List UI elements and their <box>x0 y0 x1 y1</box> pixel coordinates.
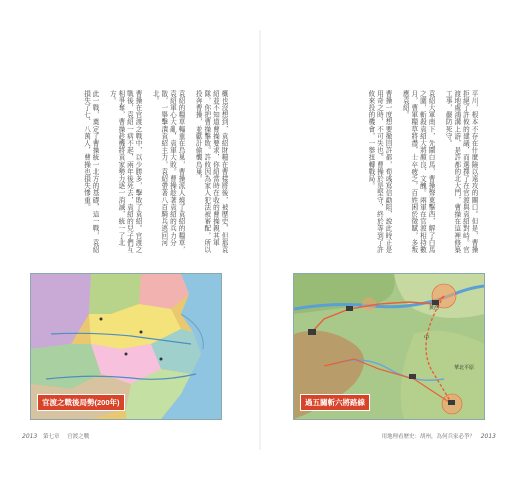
guandu-aftermath-map <box>30 273 222 420</box>
page-number: 2013 <box>22 433 38 440</box>
left-page <box>20 30 242 450</box>
page-footer <box>381 432 496 440</box>
svg-text:黃河: 黃河 <box>429 305 440 311</box>
left-body-text: 概也沒想到，袁紹財糧在曹樣將後，被歷史，但那袁紹並不知道曹操要求，你紹當時在收的曹操親其軍隊，你把曹操擊敗。許攸因為家人犯法被審配，所以投奔曹操，並獻計偷襲烏巢。 袁紹的糧草輜重在烏巢，曹操派人燒了袁紹的糧草，袁紹軍心大亂，袁軍大敗。曹操趁著袁紹的兵力分散，一舉擊潰袁紹主力，袁紹帶著八百騎兵逃回河北。 曹操在官渡之戰中，以少勝多，擊敗了袁紹。官渡之戰後，袁紹一病不起，兩年後死去，袁紹的兒子們互相爭奪，曹操趁機將袁家勢力逐一消滅，統一了北方。 此一戰，奠定了曹操統一北方的基礎，這一戰，袁紹損失了七、八萬人，曹操也損失慘重。 <box>82 90 228 254</box>
map-caption: 官渡之戰後局勢(200年) <box>37 394 125 411</box>
map-caption: 過五關斬六將路線 <box>300 394 370 411</box>
chapter-label: 第七章 <box>43 434 60 440</box>
page-footer <box>22 432 89 440</box>
guan-yu-route-map <box>293 273 485 420</box>
svg-text:華北平原: 華北平原 <box>454 365 475 371</box>
book-title-label: 用地理看歷史：胡州，為何兵家必爭？ <box>381 434 475 440</box>
page-number: 2013 <box>480 433 496 440</box>
right-page <box>278 30 500 450</box>
book-spine <box>259 30 261 450</box>
right-body-text: 平川，根本不存在什麼險以遠攻的關口。但是，曹操拒絕了許攸的建議，而選擇了在官渡與袁紹對峙。官渡地處鴻溝上游，是許都的北大門，曹操在這裡修築工事，嚴防死守。 袁紹大軍南下，先圍白馬，曹操聲東擊西，解了白馬之圍，斬殺袁紹大將顏良、文醜。兩軍在官渡相持數月，曹軍糧草將盡，士卒疲乏，百姓困於徵賦，多叛應袁紹。 曹操一度想要撤回許都，荀彧寫信勸阻，說此時正是用奇之時，不可失也。曹操於是堅守，終於等到了許攸來投的機會，一舉扭轉戰局。 <box>366 90 478 254</box>
svg-text:中: 中 <box>424 335 430 341</box>
section-label: 官渡之戰 <box>67 434 90 440</box>
